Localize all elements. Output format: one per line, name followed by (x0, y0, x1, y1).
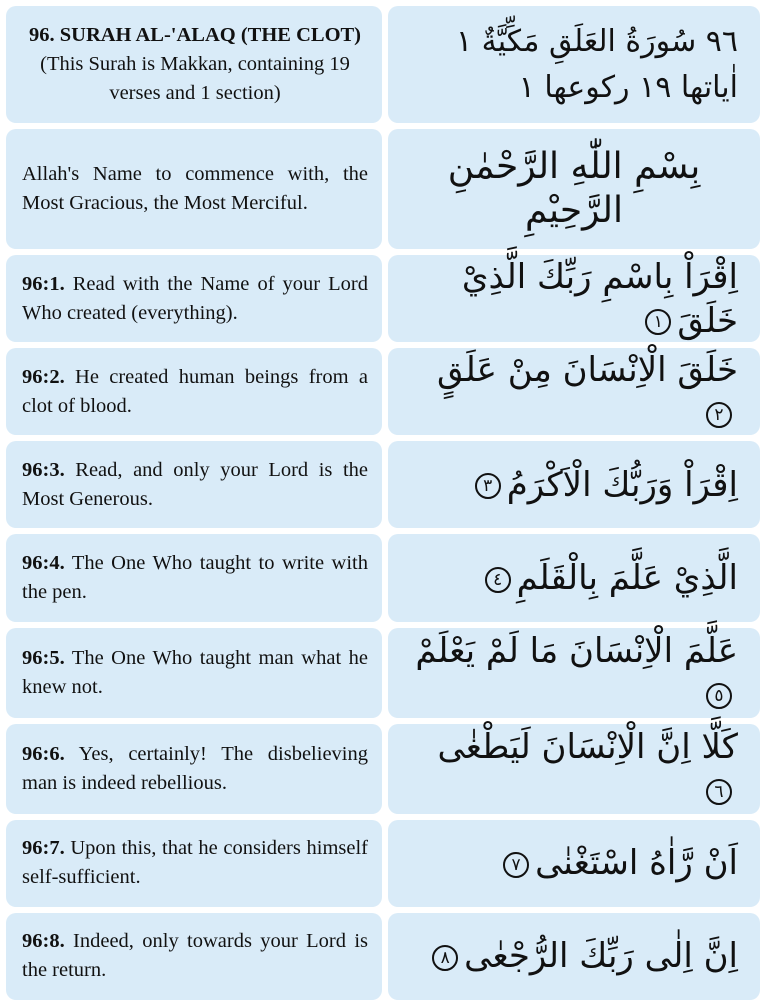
verse-row (6, 255, 760, 342)
verse-arabic-text: خَلَقَ الْاِنْسَانَ مِنْ عَلَقٍ (436, 349, 738, 390)
verse-english (6, 628, 382, 718)
verse-ref: 96:7. (22, 837, 65, 860)
verse-row (6, 724, 760, 814)
verse-ref: 96:3. (22, 458, 65, 481)
verse-arabic (388, 441, 760, 528)
verse-number-icon: ٤ (485, 567, 511, 593)
verse-arabic (388, 820, 760, 907)
verse-arabic-text: عَلَّمَ الْاِنْسَانَ مَا لَمْ يَعْلَمْ (415, 630, 738, 671)
verse-row (6, 534, 760, 621)
bismillah-english (6, 129, 382, 249)
surah-header-row (6, 6, 760, 123)
verse-ref: 96:2. (22, 365, 65, 388)
verse-arabic-text: اِقْرَاْ وَرَبُّكَ الْاَكْرَمُ (506, 464, 738, 505)
verse-arabic (388, 913, 760, 1000)
surah-title: 96. SURAH AL-'ALAQ (THE CLOT) (28, 24, 362, 47)
verse-translation: The One Who taught to write with the pen. (22, 552, 368, 604)
verse-translation: Read, and only your Lord is the Most Generous. (22, 458, 369, 510)
verse-number-icon: ٦ (706, 779, 732, 805)
verse-row (6, 348, 760, 435)
verse-arabic (388, 255, 760, 342)
verse-arabic-text: الَّذِيْ عَلَّمَ بِالْقَلَمِ (516, 558, 738, 599)
verse-number-icon: ١ (645, 309, 671, 335)
verse-translation: Yes, certainly! The disbelieving man is indeed rebellious. (22, 742, 368, 794)
bismillah-english-text: Allah's Name to commence with, the Most Gracious, the Most Merciful. (22, 163, 368, 215)
verse-arabic (388, 348, 760, 435)
verse-ref: 96:6. (22, 742, 65, 765)
surah-arabic-title: ٩٦ سُورَةُ العَلَقِ مَكِّيَّةٌ ١ (455, 23, 738, 59)
verse-row (6, 441, 760, 528)
verse-ref: 96:1. (22, 272, 65, 295)
surah-subtitle: (This Surah is Makkan, containing 19 verses and 1 section) (40, 53, 350, 105)
verse-english (6, 255, 382, 342)
verse-number-icon: ٥ (706, 683, 732, 709)
verse-arabic-text: كَلَّا اِنَّ الْاِنْسَانَ لَيَطْغٰى (437, 726, 738, 767)
verse-row (6, 913, 760, 1000)
verse-translation: Indeed, only towards your Lord is the return. (22, 930, 368, 982)
verse-translation: Upon this, that he considers himself self-sufficient. (22, 837, 368, 889)
verse-english (6, 534, 382, 621)
verse-arabic (388, 724, 760, 814)
surah-header-english (6, 6, 382, 123)
verse-arabic (388, 534, 760, 621)
verse-row (6, 628, 760, 718)
verse-number-icon: ٧ (503, 852, 529, 878)
bismillah-arabic (388, 129, 760, 249)
surah-header-arabic (388, 6, 760, 123)
verse-english (6, 913, 382, 1000)
bismillah-arabic-text: بِسْمِ اللّٰهِ الرَّحْمٰنِ الرَّحِيْمِ (447, 146, 701, 232)
verse-number-icon: ٣ (475, 473, 501, 499)
verse-ref: 96:5. (22, 646, 65, 669)
verse-translation: He created human beings from a clot of blood. (22, 365, 368, 417)
verse-arabic-text: اِقْرَاْ بِاسْمِ رَبِّكَ الَّذِيْ خَلَقَ (461, 256, 738, 341)
verse-number-icon: ٨ (432, 945, 458, 971)
verse-english (6, 441, 382, 528)
verse-arabic-text: اَنْ رَّاٰهُ اسْتَغْنٰى (535, 843, 738, 884)
verse-number-icon: ٢ (706, 402, 732, 428)
verse-row (6, 820, 760, 907)
verse-english (6, 348, 382, 435)
verse-ref: 96:4. (22, 552, 65, 575)
verse-arabic-text: اِنَّ اِلٰى رَبِّكَ الرُّجْعٰى (464, 936, 738, 977)
verse-ref: 96:8. (22, 930, 65, 953)
bismillah-row (6, 129, 760, 249)
verse-english (6, 724, 382, 814)
verse-english (6, 820, 382, 907)
verse-arabic (388, 628, 760, 718)
surah-arabic-info: اٰياتها ١٩ رکوعها ١ (518, 69, 738, 105)
verse-translation: The One Who taught man what he knew not. (22, 646, 368, 698)
verse-translation: Read with the Name of your Lord Who created (everything). (22, 272, 369, 324)
